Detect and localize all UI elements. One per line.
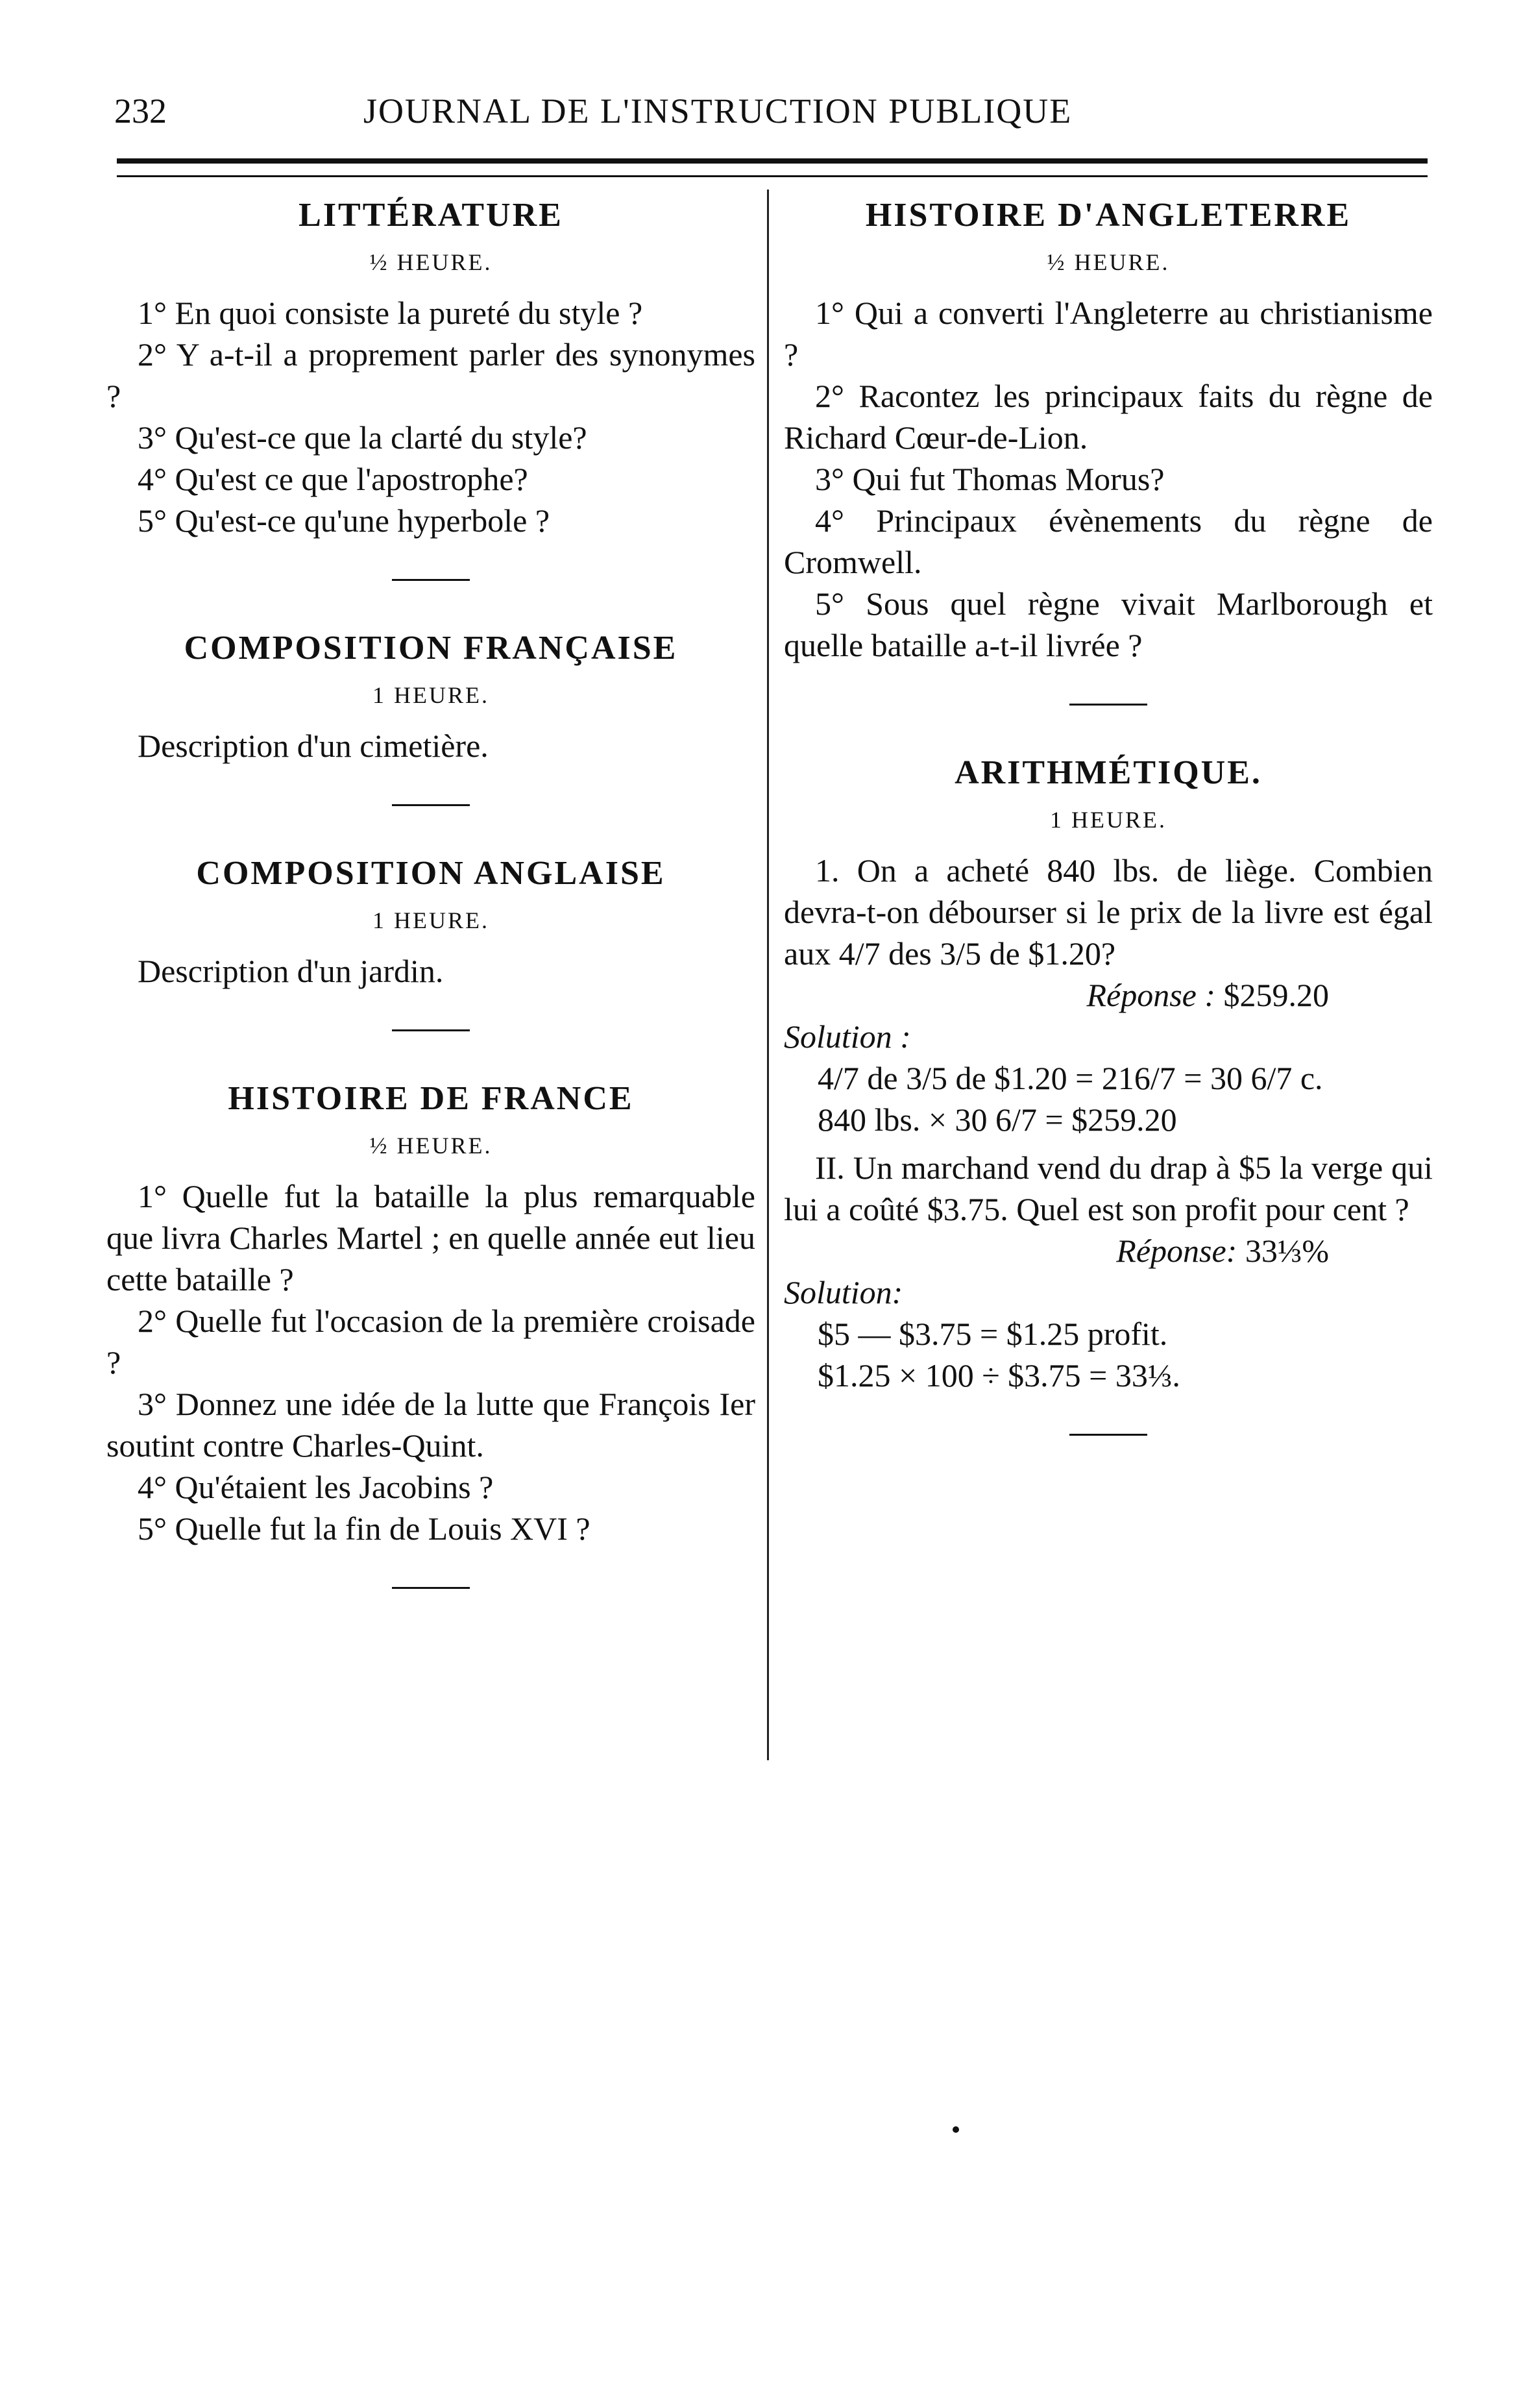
question: 1° Qui a converti l'Angleterre au christianisme ? [784, 295, 1433, 373]
answer-label: Réponse: [1116, 1233, 1237, 1269]
section-histoire-angleterre [784, 195, 1433, 666]
section-separator [1069, 704, 1147, 706]
question: 2° Racontez les principaux faits du règne de Richard Cœur-de-Lion. [784, 378, 1433, 456]
question: 5° Quelle fut la fin de Louis XVI ? [138, 1510, 590, 1547]
section-duration: 1 HEURE. [372, 682, 489, 708]
problem-statement: II. Un marchand vend du drap à $5 la verge qui lui a coûté $3.75. Quel est son profit pour cent ? [784, 1149, 1433, 1227]
header-rule-thick [117, 158, 1428, 164]
question: 3° Donnez une idée de la lutte que François Ier soutint contre Charles-Quint. [106, 1386, 755, 1464]
answer-line [784, 974, 1433, 1016]
section-separator [392, 1029, 470, 1031]
header-rule-thin [117, 175, 1428, 177]
question: 2° Quelle fut l'occasion de la première croisade ? [106, 1303, 755, 1381]
section-title: HISTOIRE DE FRANCE [228, 1080, 634, 1117]
problem [784, 850, 1433, 1140]
section-litterature [106, 195, 755, 541]
question: 1° Quelle fut la bataille la plus remarquable que livra Charles Martel ; en quelle année eut lieu cette bataille ? [106, 1178, 755, 1297]
section-histoire-france [106, 1078, 755, 1549]
problem [784, 1147, 1433, 1396]
section-separator [392, 579, 470, 581]
section-duration: 1 HEURE. [1050, 807, 1167, 833]
section-separator [392, 804, 470, 806]
section-composition-anglaise [106, 853, 755, 992]
solution-label: Solution : [784, 1018, 911, 1055]
section-composition-francaise [106, 628, 755, 767]
question: 4° Qu'est ce que l'apostrophe? [138, 461, 528, 497]
page-number: 232 [114, 92, 167, 130]
stray-dot [953, 2126, 959, 2133]
solution-line: 840 lbs. × 30 6/7 = $259.20 [818, 1101, 1177, 1138]
section-separator [392, 1587, 470, 1589]
problem-statement: 1. On a acheté 840 lbs. de liège. Combien devra-t-on débourser si le prix de la livre est égal aux 4/7 des 3/5 de $1.20? [784, 852, 1433, 972]
section-title: ARITHMÉTIQUE. [955, 754, 1262, 791]
section-duration: ½ HEURE. [369, 249, 493, 275]
left-column [106, 195, 755, 1636]
solution-line: 4/7 de 3/5 de $1.20 = 216/7 = 30 6/7 c. [818, 1060, 1323, 1096]
solution-line: $5 — $3.75 = $1.25 profit. [818, 1316, 1168, 1352]
column-divider [767, 190, 769, 1760]
answer-label: Réponse : [1086, 977, 1215, 1013]
question: 4° Qu'étaient les Jacobins ? [138, 1469, 494, 1505]
solution-label: Solution: [784, 1274, 903, 1310]
question: 4° Principaux évènements du règne de Cromwell. [784, 502, 1433, 580]
answer-value: $259.20 [1223, 977, 1329, 1013]
answer-value: 33⅓% [1245, 1233, 1329, 1269]
running-head: JOURNAL DE L'INSTRUCTION PUBLIQUE [363, 92, 1073, 130]
section-arithmetique [784, 752, 1433, 1396]
section-separator [1069, 1434, 1147, 1436]
section-title: COMPOSITION ANGLAISE [196, 855, 666, 892]
question: 2° Y a-t-il a proprement parler des synonymes ? [106, 336, 755, 414]
question: 1° En quoi consiste la pureté du style ? [138, 295, 643, 331]
section-duration: ½ HEURE. [1047, 249, 1170, 275]
question: Description d'un cimetière. [138, 728, 489, 764]
question: 3° Qui fut Thomas Morus? [815, 461, 1165, 497]
section-duration: ½ HEURE. [369, 1133, 493, 1159]
right-column [784, 195, 1433, 1482]
answer-line [784, 1230, 1433, 1272]
question: 5° Qu'est-ce qu'une hyperbole ? [138, 502, 550, 539]
question: 5° Sous quel règne vivait Marlborough et quelle bataille a-t-il livrée ? [784, 585, 1433, 663]
solution-line: $1.25 × 100 ÷ $3.75 = 33⅓. [818, 1357, 1180, 1394]
section-title: COMPOSITION FRANÇAISE [184, 630, 678, 667]
section-duration: 1 HEURE. [372, 907, 489, 933]
question: 3° Qu'est-ce que la clarté du style? [138, 419, 587, 456]
section-title: HISTOIRE D'ANGLETERRE [865, 197, 1352, 234]
question: Description d'un jardin. [138, 953, 444, 989]
section-title: LITTÉRATURE [298, 197, 563, 234]
